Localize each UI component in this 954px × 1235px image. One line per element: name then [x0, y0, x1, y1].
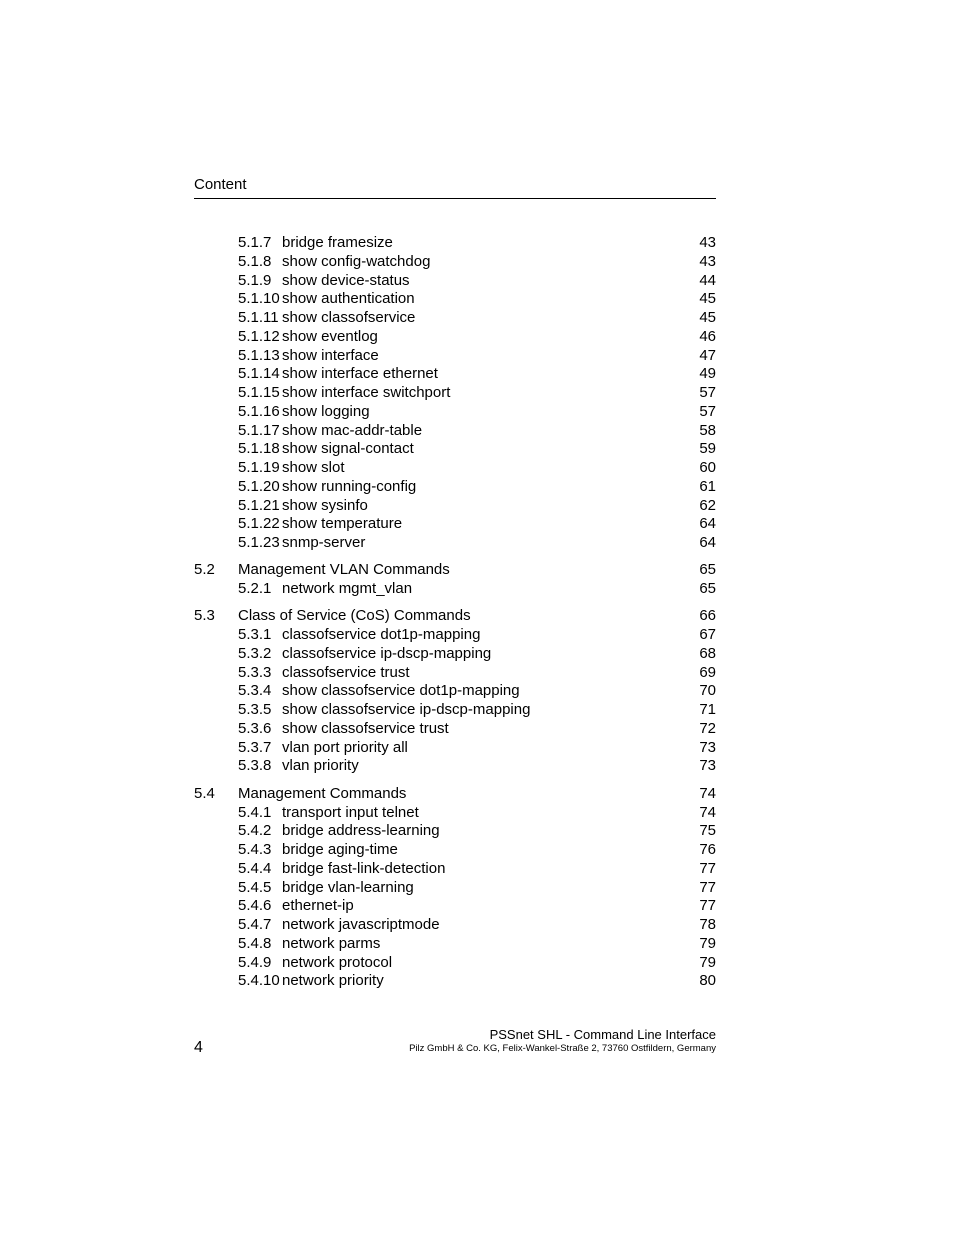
toc-entry-page: 74: [699, 803, 716, 821]
toc-entry-title: bridge aging-time: [282, 841, 398, 859]
toc-entry-number: 5.4.8: [238, 934, 272, 952]
toc-entry-number: 5.3.8: [238, 757, 272, 775]
toc-entry-page: 62: [699, 496, 716, 514]
toc-entry-number: 5.4.9: [238, 953, 272, 971]
toc-entry-page: 47: [699, 346, 716, 364]
toc-entry-title: show classofservice dot1p-mapping: [282, 682, 520, 700]
toc-entry[interactable]: [194, 916, 716, 935]
toc-entry[interactable]: [194, 954, 716, 973]
toc-entry[interactable]: [194, 384, 716, 403]
toc-entry-title: show authentication: [282, 290, 415, 308]
running-header: [194, 176, 716, 199]
toc-section-group: [194, 561, 716, 599]
toc-entry-number: 5.1.17: [238, 421, 280, 439]
toc-entry-page: 64: [699, 534, 716, 551]
toc-entry-number: 5.4: [194, 784, 215, 802]
toc-entry-page: 79: [699, 934, 716, 952]
toc-entry-title: show device-status: [282, 271, 410, 289]
toc-entry-number: 5.4.7: [238, 916, 272, 934]
toc-entry[interactable]: [194, 365, 716, 384]
toc-entry-title: Management Commands: [238, 784, 407, 802]
toc-entry-number: 5.1.19: [238, 459, 280, 476]
toc-entry[interactable]: [194, 497, 716, 516]
toc-entry[interactable]: [194, 664, 716, 683]
toc-entry-number: 5.1.18: [238, 440, 280, 458]
toc-entry-number: 5.3.6: [238, 719, 272, 737]
toc-entry-page: 73: [699, 738, 716, 756]
toc-entry[interactable]: [194, 459, 716, 478]
toc-entry-page: 57: [699, 384, 716, 401]
toc-entry-page: 65: [699, 580, 716, 598]
toc-entry[interactable]: [194, 515, 716, 534]
toc-entry-page: 44: [699, 271, 716, 289]
toc-entry-title: classofservice dot1p-mapping: [282, 626, 481, 644]
toc-entry[interactable]: [194, 757, 716, 776]
toc-entry-page: 45: [699, 290, 716, 308]
toc-section-group: [194, 785, 716, 991]
toc-entry-number: 5.1.14: [238, 365, 280, 383]
toc-entry-page: 58: [699, 421, 716, 439]
toc-entry[interactable]: [194, 720, 716, 739]
toc-entry-page: 70: [699, 682, 716, 700]
toc-entry-number: 5.1.10: [238, 290, 280, 308]
toc-entry-page: 67: [699, 626, 716, 644]
toc-entry-title: show running-config: [282, 477, 417, 495]
toc-entry[interactable]: [194, 309, 716, 328]
table-of-contents: [194, 234, 716, 1000]
toc-entry-number: 5.1.7: [238, 234, 272, 251]
toc-entry-number: 5.4.5: [238, 878, 272, 896]
toc-entry-title: Management VLAN Commands: [238, 561, 450, 579]
toc-entry[interactable]: [194, 328, 716, 347]
toc-entry[interactable]: [194, 534, 716, 553]
toc-entry-title: show slot: [282, 459, 345, 476]
page-number: 4: [194, 1039, 203, 1056]
toc-entry-number: 5.1.8: [238, 252, 272, 270]
toc-entry-title: network mgmt_vlan: [282, 580, 413, 598]
toc-entry[interactable]: [194, 841, 716, 860]
toc-entry[interactable]: [194, 626, 716, 645]
toc-entry-number: 5.4.6: [238, 897, 272, 915]
toc-entry-number: 5.3.1: [238, 626, 272, 644]
toc-entry-number: 5.3.7: [238, 738, 272, 756]
toc-entry-title: show classofservice ip-dscp-mapping: [282, 701, 531, 719]
toc-entry[interactable]: [194, 860, 716, 879]
toc-entry-number: 5.3.2: [238, 644, 272, 662]
toc-entry-page: 69: [699, 663, 716, 681]
toc-entry-page: 80: [699, 972, 716, 990]
toc-entry-title: ethernet-ip: [282, 897, 354, 915]
footer-document-title: PSSnet SHL - Command Line Interface: [489, 1027, 716, 1042]
toc-entry-title: vlan priority: [282, 757, 359, 775]
toc-entry-page: 71: [699, 701, 716, 719]
toc-section-group: [194, 234, 716, 553]
toc-entry[interactable]: [194, 272, 716, 291]
toc-entry-title: network parms: [282, 934, 381, 952]
toc-entry-title: bridge framesize: [282, 234, 393, 251]
toc-entry[interactable]: [194, 347, 716, 366]
toc-entry[interactable]: [194, 897, 716, 916]
toc-entry[interactable]: [194, 607, 716, 626]
toc-entry-title: show interface: [282, 346, 379, 364]
toc-entry[interactable]: [194, 580, 716, 599]
toc-entry-number: 5.1.21: [238, 496, 280, 514]
footer-address: Pilz GmbH & Co. KG, Felix-Wankel-Straße 2, 73760 Ostfildern, Germany: [409, 1043, 716, 1054]
toc-entry-number: 5.3.5: [238, 701, 272, 719]
toc-entry-number: 5.1.23: [238, 534, 280, 551]
toc-entry-page: 75: [699, 822, 716, 840]
toc-entry-page: 72: [699, 719, 716, 737]
toc-entry-page: 66: [699, 607, 716, 625]
toc-entry[interactable]: [194, 290, 716, 309]
toc-entry[interactable]: [194, 822, 716, 841]
toc-entry-page: 57: [699, 402, 716, 420]
toc-entry-page: 43: [699, 234, 716, 251]
toc-entry-title: classofservice ip-dscp-mapping: [282, 644, 492, 662]
toc-entry-title: classofservice trust: [282, 663, 410, 681]
toc-entry-number: 5.3.3: [238, 663, 272, 681]
toc-section-group: [194, 607, 716, 776]
toc-entry-page: 65: [699, 561, 716, 579]
toc-entry-title: show mac-addr-table: [282, 421, 423, 439]
toc-entry-number: 5.1.11: [238, 309, 279, 326]
toc-entry-title: show eventlog: [282, 327, 378, 345]
toc-entry-title: Class of Service (CoS) Commands: [238, 607, 471, 625]
toc-entry-number: 5.3.4: [238, 682, 272, 700]
toc-entry[interactable]: [194, 645, 716, 664]
header-title: Content: [194, 176, 247, 193]
toc-entry[interactable]: [194, 682, 716, 701]
toc-entry-title: show logging: [282, 402, 370, 420]
toc-entry-number: 5.4.1: [238, 803, 272, 821]
toc-entry-title: bridge fast-link-detection: [282, 859, 446, 877]
toc-entry-page: 77: [699, 859, 716, 877]
toc-entry-title: show sysinfo: [282, 496, 368, 514]
toc-entry-number: 5.1.20: [238, 477, 280, 495]
toc-entry[interactable]: [194, 935, 716, 954]
toc-entry-title: show classofservice: [282, 309, 416, 326]
toc-entry-number: 5.4.3: [238, 841, 272, 859]
toc-entry-number: 5.4.4: [238, 859, 272, 877]
toc-entry[interactable]: [194, 972, 716, 991]
toc-entry-page: 64: [699, 515, 716, 533]
toc-entry[interactable]: [194, 804, 716, 823]
toc-entry-page: 77: [699, 878, 716, 896]
toc-entry[interactable]: [194, 739, 716, 758]
toc-entry[interactable]: [194, 701, 716, 720]
toc-entry-page: 61: [699, 477, 716, 495]
toc-entry-page: 45: [699, 309, 716, 326]
toc-entry[interactable]: [194, 478, 716, 497]
toc-entry-number: 5.4.10: [238, 972, 280, 990]
toc-entry-number: 5.2.1: [238, 580, 272, 598]
toc-entry-number: 5.1.16: [238, 402, 280, 420]
toc-entry-number: 5.1.13: [238, 346, 280, 364]
toc-entry-title: network protocol: [282, 953, 393, 971]
toc-entry[interactable]: [194, 403, 716, 422]
toc-entry-title: vlan port priority all: [282, 738, 408, 756]
toc-entry-page: 60: [699, 459, 716, 476]
toc-entry-title: show temperature: [282, 515, 403, 533]
toc-entry[interactable]: [194, 561, 716, 580]
toc-entry-number: 5.1.9: [238, 271, 272, 289]
toc-entry-title: show interface ethernet: [282, 365, 438, 383]
toc-entry-page: 79: [699, 953, 716, 971]
toc-entry-title: bridge address-learning: [282, 822, 440, 840]
toc-entry[interactable]: [194, 253, 716, 272]
toc-entry-title: show interface switchport: [282, 384, 451, 401]
toc-entry-page: 77: [699, 897, 716, 915]
toc-entry-number: 5.1.22: [238, 515, 280, 533]
toc-entry[interactable]: [194, 785, 716, 804]
toc-entry-page: 76: [699, 841, 716, 859]
toc-entry-title: bridge vlan-learning: [282, 878, 414, 896]
toc-entry-number: 5.3: [194, 607, 215, 625]
toc-entry-page: 74: [699, 784, 716, 802]
toc-entry-number: 5.1.15: [238, 384, 280, 401]
toc-entry-title: snmp-server: [282, 534, 366, 551]
toc-entry-page: 68: [699, 644, 716, 662]
toc-entry-title: show signal-contact: [282, 440, 414, 458]
toc-entry[interactable]: [194, 440, 716, 459]
toc-entry-title: network priority: [282, 972, 384, 990]
toc-entry-number: 5.1.12: [238, 327, 280, 345]
toc-entry-number: 5.4.2: [238, 822, 272, 840]
toc-entry-title: network javascriptmode: [282, 916, 440, 934]
toc-entry[interactable]: [194, 422, 716, 441]
toc-entry[interactable]: [194, 234, 716, 253]
toc-entry-page: 43: [699, 252, 716, 270]
toc-entry-page: 49: [699, 365, 716, 383]
toc-entry[interactable]: [194, 879, 716, 898]
toc-entry-title: transport input telnet: [282, 803, 419, 821]
toc-entry-number: 5.2: [194, 561, 215, 579]
toc-entry-page: 59: [699, 440, 716, 458]
toc-entry-page: 73: [699, 757, 716, 775]
toc-entry-page: 46: [699, 327, 716, 345]
toc-entry-page: 78: [699, 916, 716, 934]
toc-entry-title: show config-watchdog: [282, 252, 431, 270]
toc-entry-title: show classofservice trust: [282, 719, 449, 737]
